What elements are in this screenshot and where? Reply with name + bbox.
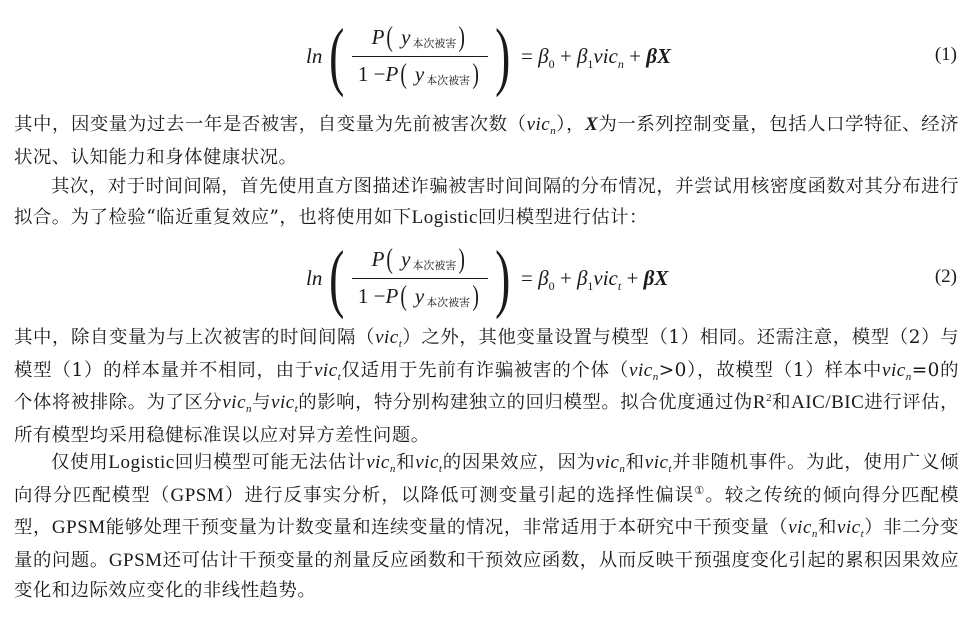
paragraph-4: 仅使用Logistic回归模型可能无法估计vic$_n$和vic$_t$的因果效应，因为vic$_n$和vic$_t$并非随机事件。为此，使用广义倾向得分匹配模型（GPSM）进行反事实分析，以降低可测变量引起的选择性偏误①。较之传统的倾向得分匹配模型，GPSM能够处理干预变量为计数变量和连续变量的情况，非常适用于本研究中干预变量（vic$_n$和vic$_t$）非二分变量的问题。GPSM还可估计干预变量的剂量反应函数和干预效应函数，从而反映干预强度变化引起的累积因果效应变化和边际效应变化的非线性趋势。 [14,452,959,601]
numerator: P ( y 本次被害 ) [371,21,466,53]
equation-number: (1) [934,44,957,65]
equation-2-body: ln ( P ( y 本次被害 ) 1 − P ( y 本次被害 ) ) = $\beta_0 + \beta_1vic_t + \beta X$ [306,236,669,320]
equation-2 [0,236,971,320]
equation-number: (2) [934,266,957,287]
denominator: 1 − P ( y 本次被害 ) [357,58,480,90]
paragraph-2: 其次，对于时间间隔，首先使用直方图描述诈骗被害时间间隔的分布情况，并尝试用核密度函数对其分布进行拟合。为了检验“临近重复效应”，也将使用如下Logistic回归模型进行估计： [14,176,959,228]
fraction [352,20,488,93]
ln-symbol: ln [306,43,323,68]
paragraph-1: 其中，因变量为过去一年是否被害，自变量为先前被害次数（vic$_n$），X为一系列控制变量，包括人口学特征、经济状况、认知能力和身体健康状况。 [14,114,959,168]
paragraph-3: 其中，除自变量为与上次被害的时间间隔（vic$_t$）之外，其他变量设置与模型（1）相同。还需注意，模型（2）与模型（1）的样本量并不相同，由于vic$_t$仅适用于先前有诈骗被害的个体（vic$_n$>0），故模型（1）样本中vic$_n$=0的个体将被排除。为了区分vic$_n$与vic$_t$的影响，特分别构建独立的回归模型。拟合优度通过伪$R^2$和AIC/BIC进行评估，所有模型均采用稳健标准误以应对异方差性问题。 [14,327,959,446]
equation-1-body [306,14,671,98]
equation-rhs: = $\beta_0 + \beta_1vic_n + \beta X$ [521,43,671,71]
left-paren: ( [329,14,345,98]
right-paren: ) [494,14,510,98]
footnote-marker[interactable]: ① [694,484,706,497]
equation-1 [0,14,971,98]
